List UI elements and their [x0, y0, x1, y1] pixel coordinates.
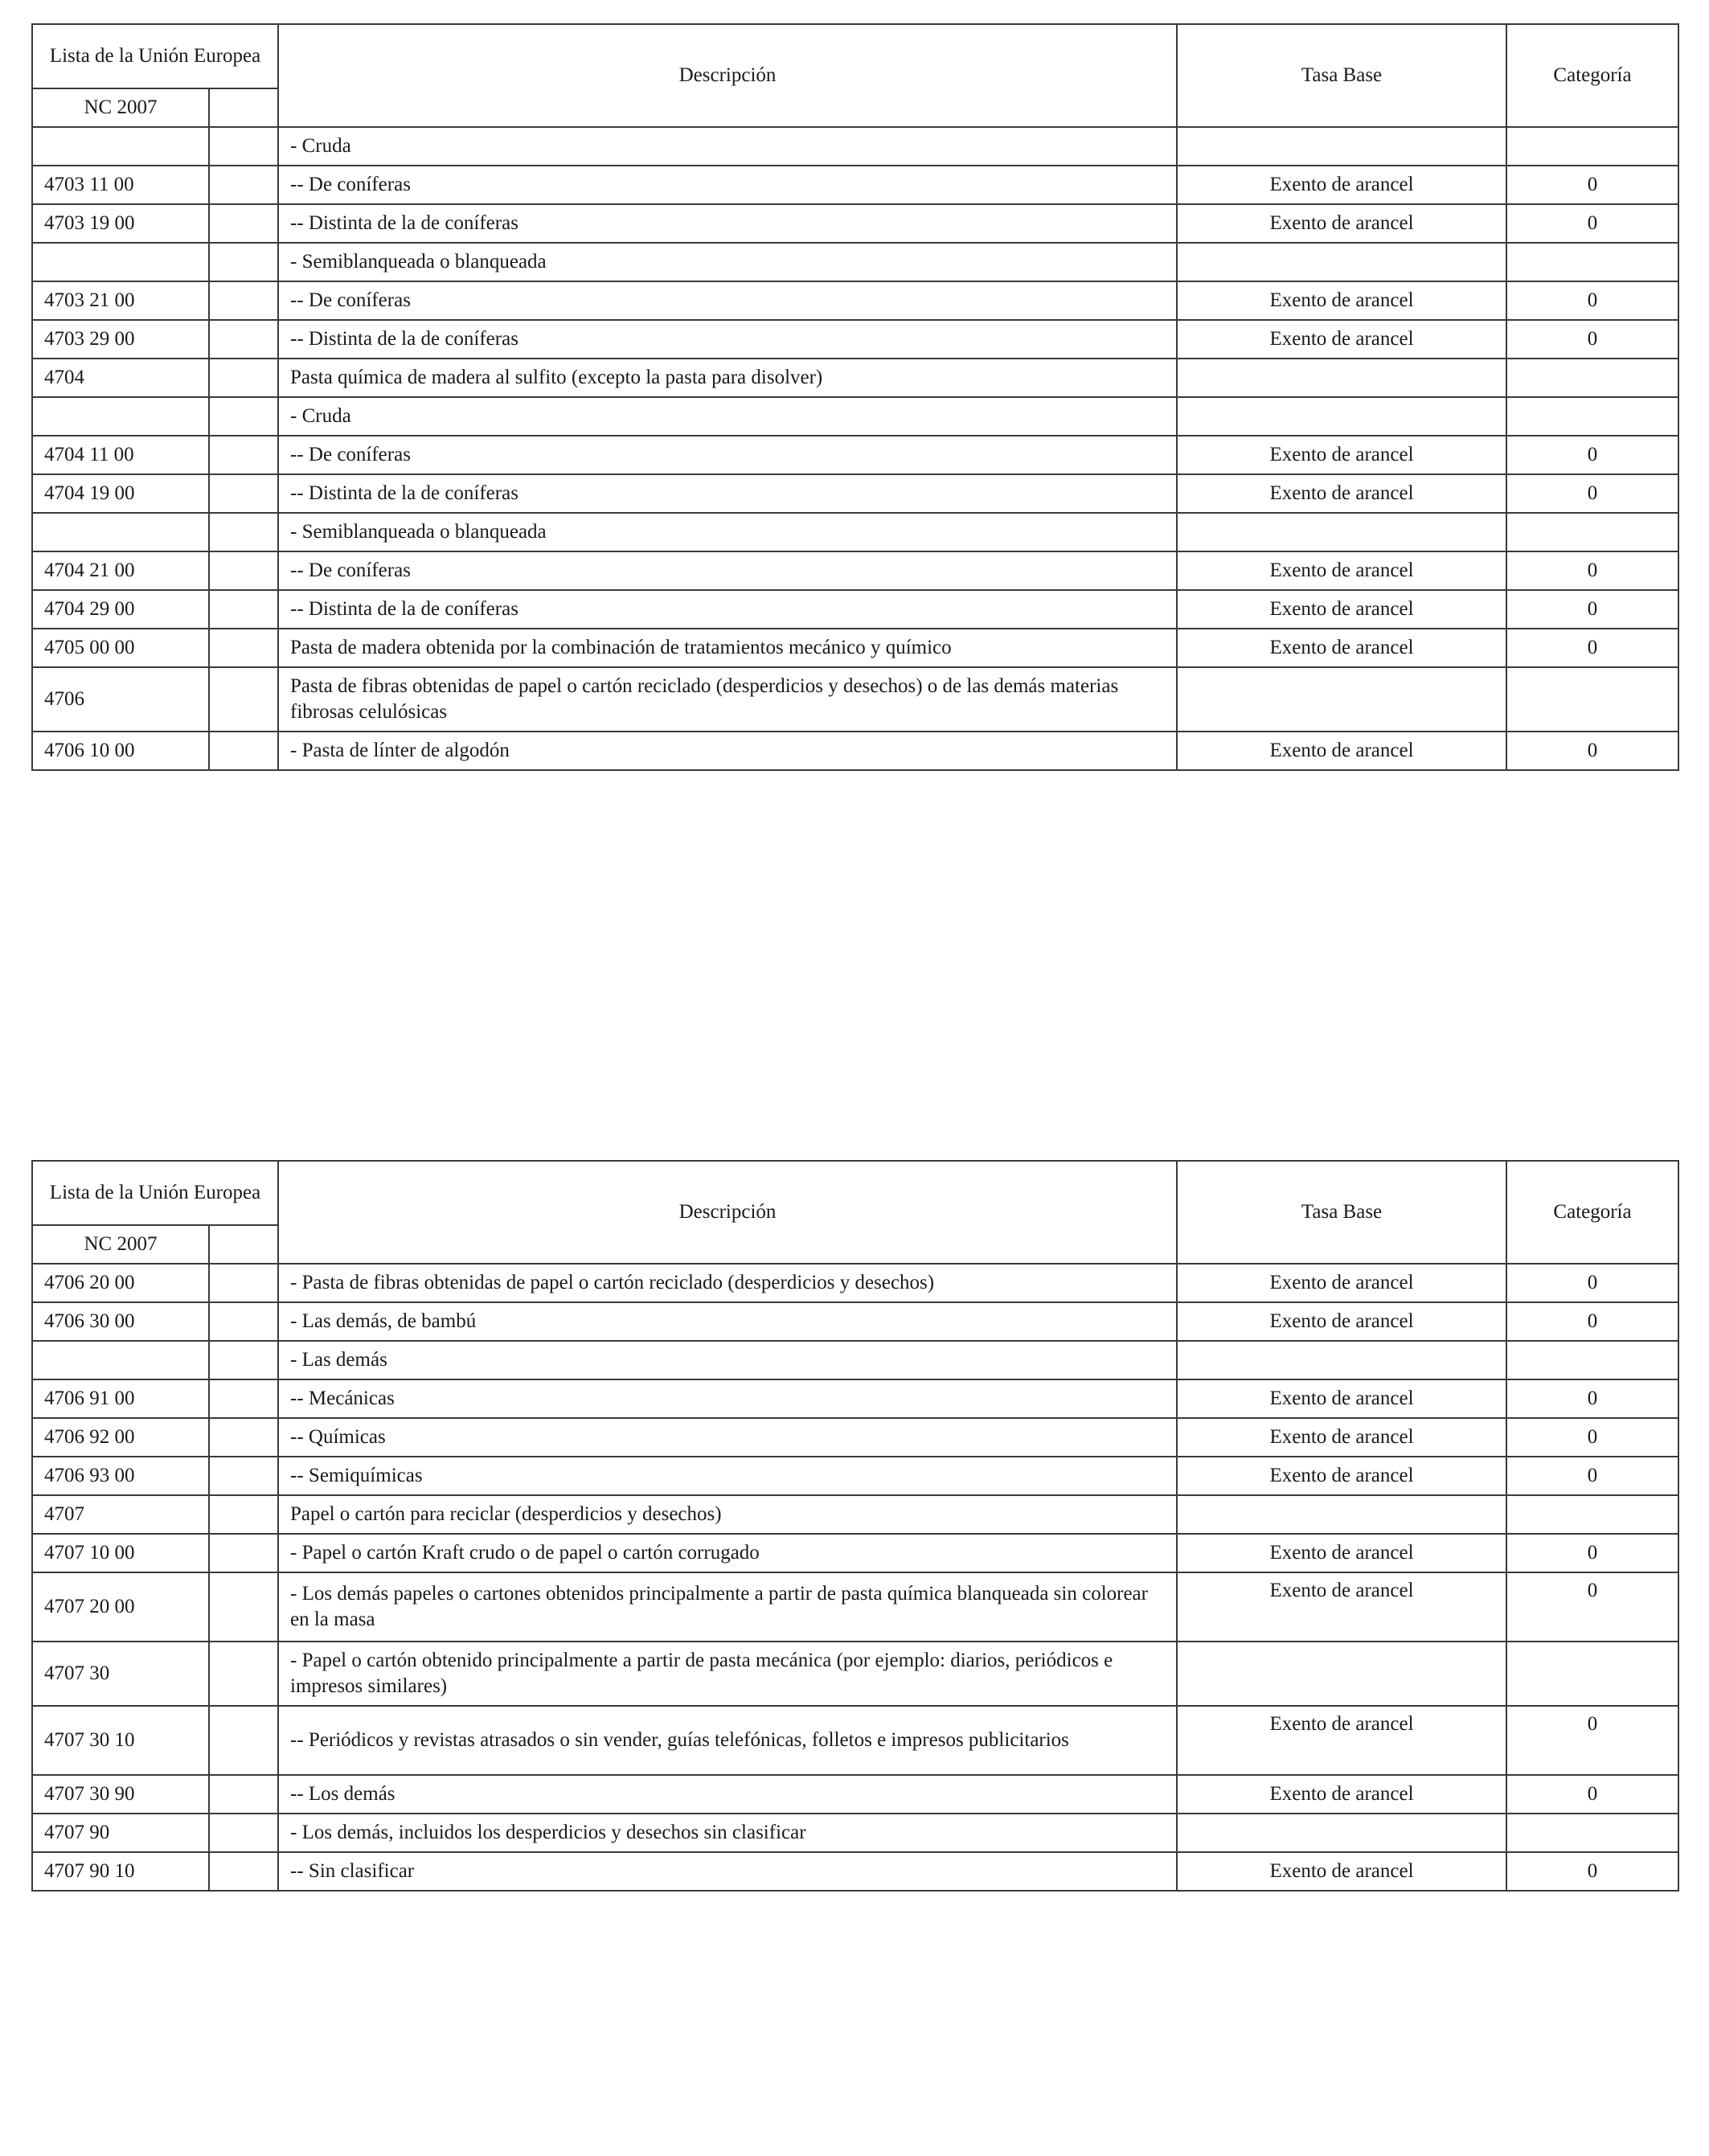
cell-blank: [209, 732, 278, 770]
cell-tasa-base: Exento de arancel: [1177, 1572, 1506, 1642]
cell-categoria: 0: [1506, 436, 1678, 474]
table-row: [32, 1852, 1678, 1891]
cell-description: -- Los demás: [278, 1775, 1177, 1814]
table-row: [32, 1572, 1678, 1642]
cell-description: Pasta de madera obtenida por la combinación de tratamientos mecánico y químico: [278, 629, 1177, 667]
cell-blank: [209, 397, 278, 436]
cell-tasa-base: Exento de arancel: [1177, 281, 1506, 320]
cell-description: -- Distinta de la de coníferas: [278, 320, 1177, 359]
cell-tasa-base: Exento de arancel: [1177, 1418, 1506, 1457]
cell-description: - Cruda: [278, 127, 1177, 166]
cell-code: 4706 93 00: [32, 1457, 209, 1495]
header-blank-cell: [209, 88, 278, 127]
table-row: [32, 359, 1678, 397]
cell-blank: [209, 474, 278, 513]
cell-blank: [209, 243, 278, 281]
cell-tasa-base: [1177, 1341, 1506, 1379]
cell-code: 4704 19 00: [32, 474, 209, 513]
cell-tasa-base: Exento de arancel: [1177, 1457, 1506, 1495]
cell-code: 4704 21 00: [32, 551, 209, 590]
cell-categoria: 0: [1506, 1302, 1678, 1341]
cell-description: -- Semiquímicas: [278, 1457, 1177, 1495]
cell-blank: [209, 1534, 278, 1572]
cell-blank: [209, 359, 278, 397]
cell-categoria: 0: [1506, 1852, 1678, 1891]
cell-description: -- Distinta de la de coníferas: [278, 204, 1177, 243]
header-descripcion: Descripción: [278, 24, 1177, 127]
cell-categoria: 0: [1506, 474, 1678, 513]
cell-blank: [209, 590, 278, 629]
cell-code: 4703 19 00: [32, 204, 209, 243]
cell-description: - Las demás, de bambú: [278, 1302, 1177, 1341]
cell-tasa-base: Exento de arancel: [1177, 320, 1506, 359]
table-row: [32, 1814, 1678, 1852]
cell-blank: [209, 1457, 278, 1495]
cell-blank: [209, 1775, 278, 1814]
cell-categoria: [1506, 1341, 1678, 1379]
header-categoria: Categoría: [1506, 24, 1678, 127]
table-row: [32, 590, 1678, 629]
cell-description: - Los demás papeles o cartones obtenidos principalmente a partir de pasta química blanqueada sin colorear en la masa: [278, 1572, 1177, 1642]
cell-description: Pasta química de madera al sulfito (excepto la pasta para disolver): [278, 359, 1177, 397]
cell-blank: [209, 204, 278, 243]
cell-code: 4706: [32, 667, 209, 732]
cell-tasa-base: Exento de arancel: [1177, 1264, 1506, 1302]
table-row: [32, 166, 1678, 204]
cell-code: 4707 10 00: [32, 1534, 209, 1572]
cell-tasa-base: Exento de arancel: [1177, 1775, 1506, 1814]
table-row: [32, 551, 1678, 590]
tariff-table-2: [31, 1160, 1679, 1892]
cell-tasa-base: [1177, 359, 1506, 397]
cell-code: 4704 11 00: [32, 436, 209, 474]
cell-tasa-base: Exento de arancel: [1177, 629, 1506, 667]
cell-categoria: 0: [1506, 1264, 1678, 1302]
cell-blank: [209, 1302, 278, 1341]
cell-code: 4704 29 00: [32, 590, 209, 629]
cell-categoria: [1506, 1814, 1678, 1852]
cell-blank: [209, 320, 278, 359]
cell-categoria: 0: [1506, 166, 1678, 204]
table-row: [32, 436, 1678, 474]
table-row: [32, 667, 1678, 732]
cell-blank: [209, 1814, 278, 1852]
cell-code: 4706 20 00: [32, 1264, 209, 1302]
cell-blank: [209, 1264, 278, 1302]
table-row: [32, 1379, 1678, 1418]
cell-blank: [209, 1572, 278, 1642]
header-categoria: Categoría: [1506, 1161, 1678, 1264]
cell-code: 4707 90: [32, 1814, 209, 1852]
tariff-table-1: [31, 23, 1679, 771]
cell-description: -- Sin clasificar: [278, 1852, 1177, 1891]
cell-code: 4704: [32, 359, 209, 397]
cell-tasa-base: Exento de arancel: [1177, 1706, 1506, 1775]
cell-description: - Papel o cartón Kraft crudo o de papel o cartón corrugado: [278, 1534, 1177, 1572]
cell-tasa-base: Exento de arancel: [1177, 1852, 1506, 1891]
cell-categoria: 0: [1506, 551, 1678, 590]
cell-description: - Las demás: [278, 1341, 1177, 1379]
cell-categoria: 0: [1506, 1775, 1678, 1814]
header-tasa-base: Tasa Base: [1177, 1161, 1506, 1264]
table-row: [32, 513, 1678, 551]
header-row: [32, 1161, 1678, 1225]
cell-code: 4707 90 10: [32, 1852, 209, 1891]
table-row: [32, 1457, 1678, 1495]
cell-code: 4706 92 00: [32, 1418, 209, 1457]
cell-description: -- De coníferas: [278, 281, 1177, 320]
cell-tasa-base: [1177, 1495, 1506, 1534]
cell-blank: [209, 436, 278, 474]
cell-description: -- Distinta de la de coníferas: [278, 590, 1177, 629]
cell-code: 4707 30 90: [32, 1775, 209, 1814]
cell-blank: [209, 1495, 278, 1534]
table-row: [32, 1264, 1678, 1302]
cell-tasa-base: Exento de arancel: [1177, 1302, 1506, 1341]
cell-blank: [209, 1379, 278, 1418]
table-row: [32, 397, 1678, 436]
cell-categoria: 0: [1506, 629, 1678, 667]
cell-categoria: 0: [1506, 732, 1678, 770]
cell-blank: [209, 1852, 278, 1891]
header-nc-2007: NC 2007: [32, 88, 209, 127]
cell-tasa-base: Exento de arancel: [1177, 166, 1506, 204]
cell-tasa-base: Exento de arancel: [1177, 204, 1506, 243]
cell-tasa-base: Exento de arancel: [1177, 732, 1506, 770]
cell-tasa-base: [1177, 1642, 1506, 1706]
cell-description: - Cruda: [278, 397, 1177, 436]
cell-blank: [209, 629, 278, 667]
cell-categoria: [1506, 127, 1678, 166]
table-row: [32, 629, 1678, 667]
cell-code: 4706 10 00: [32, 732, 209, 770]
table-row: [32, 281, 1678, 320]
cell-categoria: 0: [1506, 320, 1678, 359]
table-body: [32, 24, 1678, 770]
table-body: [32, 1161, 1678, 1891]
cell-description: -- Periódicos y revistas atrasados o sin vender, guías telefónicas, folletos e impresos publicitarios: [278, 1706, 1177, 1775]
cell-code: 4707: [32, 1495, 209, 1534]
table-row: [32, 1534, 1678, 1572]
cell-code: [32, 513, 209, 551]
table-row: [32, 1495, 1678, 1534]
cell-tasa-base: Exento de arancel: [1177, 1379, 1506, 1418]
cell-code: 4707 30: [32, 1642, 209, 1706]
cell-categoria: 0: [1506, 1379, 1678, 1418]
table-row: [32, 732, 1678, 770]
cell-blank: [209, 1706, 278, 1775]
cell-tasa-base: [1177, 667, 1506, 732]
cell-code: [32, 397, 209, 436]
cell-tasa-base: [1177, 127, 1506, 166]
cell-description: -- De coníferas: [278, 166, 1177, 204]
table-row: [32, 474, 1678, 513]
table-row: [32, 204, 1678, 243]
cell-blank: [209, 127, 278, 166]
cell-code: 4707 30 10: [32, 1706, 209, 1775]
cell-code: 4707 20 00: [32, 1572, 209, 1642]
cell-description: -- Mecánicas: [278, 1379, 1177, 1418]
cell-tasa-base: Exento de arancel: [1177, 474, 1506, 513]
table-row: [32, 1302, 1678, 1341]
cell-description: - Semiblanqueada o blanqueada: [278, 243, 1177, 281]
cell-blank: [209, 513, 278, 551]
cell-tasa-base: Exento de arancel: [1177, 590, 1506, 629]
cell-code: [32, 127, 209, 166]
table-row: [32, 320, 1678, 359]
cell-description: - Los demás, incluidos los desperdicios y desechos sin clasificar: [278, 1814, 1177, 1852]
cell-categoria: [1506, 667, 1678, 732]
cell-description: -- Distinta de la de coníferas: [278, 474, 1177, 513]
cell-blank: [209, 166, 278, 204]
cell-description: -- De coníferas: [278, 436, 1177, 474]
cell-blank: [209, 1341, 278, 1379]
cell-code: 4706 30 00: [32, 1302, 209, 1341]
cell-code: 4703 29 00: [32, 320, 209, 359]
cell-categoria: [1506, 1495, 1678, 1534]
header-nc-2007: NC 2007: [32, 1225, 209, 1264]
cell-code: 4703 11 00: [32, 166, 209, 204]
cell-tasa-base: [1177, 397, 1506, 436]
cell-blank: [209, 1642, 278, 1706]
cell-tasa-base: [1177, 243, 1506, 281]
header-descripcion: Descripción: [278, 1161, 1177, 1264]
table-row: [32, 243, 1678, 281]
cell-categoria: 0: [1506, 1457, 1678, 1495]
table-row: [32, 1775, 1678, 1814]
cell-code: [32, 1341, 209, 1379]
cell-description: -- Químicas: [278, 1418, 1177, 1457]
table-row: [32, 1418, 1678, 1457]
table-row: [32, 127, 1678, 166]
cell-blank: [209, 551, 278, 590]
cell-tasa-base: Exento de arancel: [1177, 436, 1506, 474]
table-row: [32, 1341, 1678, 1379]
cell-tasa-base: [1177, 513, 1506, 551]
cell-description: - Pasta de fibras obtenidas de papel o cartón reciclado (desperdicios y desechos): [278, 1264, 1177, 1302]
cell-description: - Semiblanqueada o blanqueada: [278, 513, 1177, 551]
table-row: [32, 1706, 1678, 1775]
cell-categoria: [1506, 1642, 1678, 1706]
header-lista: Lista de la Unión Europea: [32, 24, 278, 88]
cell-tasa-base: [1177, 1814, 1506, 1852]
cell-categoria: 0: [1506, 1706, 1678, 1775]
cell-categoria: 0: [1506, 1572, 1678, 1642]
cell-description: -- De coníferas: [278, 551, 1177, 590]
cell-categoria: 0: [1506, 590, 1678, 629]
cell-description: Papel o cartón para reciclar (desperdicios y desechos): [278, 1495, 1177, 1534]
cell-code: [32, 243, 209, 281]
cell-description: - Pasta de línter de algodón: [278, 732, 1177, 770]
cell-description: - Papel o cartón obtenido principalmente a partir de pasta mecánica (por ejemplo: diarios, periódicos e impresos similares): [278, 1642, 1177, 1706]
cell-blank: [209, 667, 278, 732]
header-tasa-base: Tasa Base: [1177, 24, 1506, 127]
cell-categoria: [1506, 397, 1678, 436]
header-row: [32, 24, 1678, 88]
cell-tasa-base: Exento de arancel: [1177, 1534, 1506, 1572]
cell-code: 4705 00 00: [32, 629, 209, 667]
header-blank-cell: [209, 1225, 278, 1264]
cell-description: Pasta de fibras obtenidas de papel o cartón reciclado (desperdicios y desechos) o de las demás materias fibrosas celulósicas: [278, 667, 1177, 732]
cell-tasa-base: Exento de arancel: [1177, 551, 1506, 590]
cell-code: 4703 21 00: [32, 281, 209, 320]
cell-code: 4706 91 00: [32, 1379, 209, 1418]
cell-categoria: 0: [1506, 281, 1678, 320]
cell-categoria: 0: [1506, 1534, 1678, 1572]
cell-categoria: 0: [1506, 1418, 1678, 1457]
header-lista: Lista de la Unión Europea: [32, 1161, 278, 1225]
cell-blank: [209, 281, 278, 320]
cell-blank: [209, 1418, 278, 1457]
table-row: [32, 1642, 1678, 1706]
cell-categoria: [1506, 243, 1678, 281]
cell-categoria: [1506, 359, 1678, 397]
cell-categoria: [1506, 513, 1678, 551]
cell-categoria: 0: [1506, 204, 1678, 243]
